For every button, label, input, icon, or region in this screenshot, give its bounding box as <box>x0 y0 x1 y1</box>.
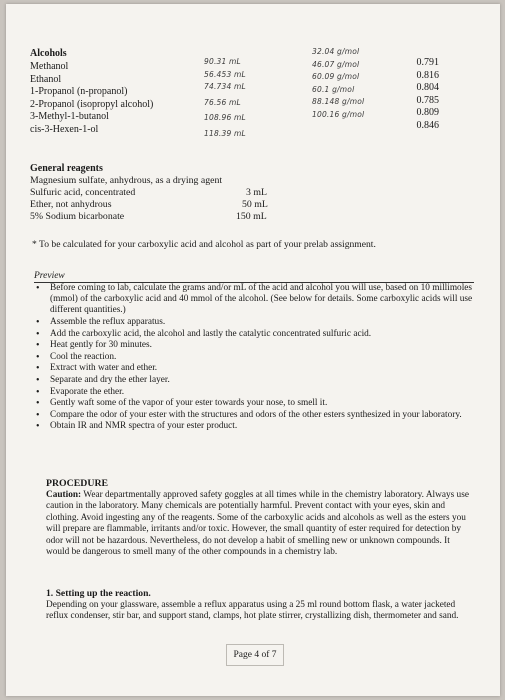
handwritten-volume: 74.734 mL <box>204 82 246 92</box>
step1-heading: 1. Setting up the reaction. <box>46 588 151 599</box>
list-item: • Separate and dry the ether layer. <box>36 374 170 386</box>
alcohol-name: Ethanol <box>30 73 62 85</box>
handwritten-molar-masses <box>312 46 364 122</box>
alcohol-density: 0.846 <box>416 119 439 131</box>
document-page <box>6 4 500 696</box>
preview-title: Preview <box>34 270 474 283</box>
reagent-name: Ether, not anhydrous <box>30 199 112 210</box>
caution-text: Wear departmentally approved safety goggles at all times while in the chemistry laboratory. Always use caution in the laboratory. Many chemicals are potentially harmful. Prevent contact with your eyes, skin and clothing. Avoid ingesting any of the reagents. Some of the carboxylic acids and alcohols as well as the esters you will prepare are flammable, irritants and/or toxic. However, the small quantity of ester required for detection by odor will not be hazardous. Nevertheless, do not develop a habit of smelling new or unknown compounds. It would be dangerous to smell many of the other compounds in a chemistry lab. <box>46 490 469 558</box>
handwritten-molar-mass: 60.1 g/mol <box>312 84 355 94</box>
list-item: • Extract with water and ether. <box>36 363 158 375</box>
alcohol-name: 2-Propanol (isopropyl alcohol) <box>30 98 154 110</box>
handwritten-volume: 56.453 mL <box>204 69 246 79</box>
handwritten-molar-mass: 88.148 g/mol <box>312 97 365 107</box>
bullet-icon: • <box>36 409 40 421</box>
list-item: • Before coming to lab, calculate the grams and/or mL of the acid and alcohol you will use, based on 10 millimoles (mmol) of the carboxylic acid and 40 mmol of the alcohol. (See below for details. Some carboxylic acids will use different quantities.) <box>36 283 473 316</box>
reagent-name: 5% Sodium bicarbonate <box>30 211 125 222</box>
alcohol-names <box>30 61 153 137</box>
bullet-icon: • <box>36 386 40 398</box>
handwritten-volume: 76.56 mL <box>204 97 241 107</box>
reagent-name: Sulfuric acid, concentrated <box>30 187 136 198</box>
reagent-amount: 150 mL <box>236 211 267 222</box>
alcohol-density: 0.791 <box>416 57 439 68</box>
list-item: • Heat gently for 30 minutes. <box>36 340 152 352</box>
caution-label: Caution: <box>46 490 82 500</box>
procedure-heading: PROCEDURE <box>46 478 109 489</box>
alcohol-name: 1-Propanol (n-propanol) <box>30 86 128 98</box>
list-item: • Cool the reaction. <box>36 351 117 363</box>
bullet-icon: • <box>36 317 40 328</box>
alcohol-density: 0.804 <box>416 82 439 94</box>
alcohol-densities <box>409 57 439 133</box>
alcohol-density: 0.816 <box>416 69 439 81</box>
caution-paragraph <box>46 490 474 558</box>
handwritten-volume: 118.39 mL <box>204 128 246 138</box>
alcohol-density: 0.809 <box>416 107 439 119</box>
bullet-icon: • <box>36 340 40 352</box>
general-reagents-heading: General reagents <box>30 163 103 174</box>
page-number: Page 4 of 7 <box>226 644 284 666</box>
handwritten-molar-mass: 46.07 g/mol <box>312 59 360 69</box>
reagent-amount: 50 mL <box>242 199 268 210</box>
reagent-amount: 3 mL <box>246 187 267 198</box>
reagent-name: Magnesium sulfate, anhydrous, as a drying agent <box>30 175 223 186</box>
bullet-icon: • <box>36 421 40 433</box>
list-item: • Compare the odor of your ester with the structures and odors of the other esters synthesized in your laboratory. <box>36 409 462 421</box>
alcohol-density: 0.785 <box>416 94 439 106</box>
alcohol-name: cis-3-Hexen-1-ol <box>30 123 99 135</box>
alcohols-heading: Alcohols <box>30 48 67 59</box>
list-item: • Obtain IR and NMR spectra of your ester product. <box>36 421 238 433</box>
bullet-icon: • <box>36 328 40 340</box>
handwritten-molar-mass: 100.16 g/mol <box>312 109 365 119</box>
handwritten-volume: 108.96 mL <box>204 113 246 123</box>
list-item: • Add the carboxylic acid, the alcohol and lastly the catalytic concentrated sulfuric acid. <box>36 328 372 340</box>
list-item: • Gently waft some of the vapor of your ester towards your nose, to smell it. <box>36 398 328 410</box>
list-item: • Assemble the reflux apparatus. <box>36 317 166 328</box>
prelab-note: * To be calculated for your carboxylic acid and alcohol as part of your prelab assignment. <box>32 239 376 250</box>
alcohol-name: 3-Methyl-1-butanol <box>30 111 109 123</box>
list-item: • Evaporate the ether. <box>36 386 125 398</box>
bullet-icon: • <box>36 374 40 386</box>
bullet-icon: • <box>36 351 40 363</box>
bullet-icon: • <box>36 363 40 375</box>
handwritten-volume: 90.31 mL <box>204 57 241 66</box>
alcohol-name: Methanol <box>30 61 69 72</box>
step1-text: Depending on your glassware, assemble a reflux apparatus using a 25 ml round bottom flask, a water jacketed reflux condenser, stir bar, and support stand, clamps, hot plate stirrer, crystallizing dish, thermometer and sand. <box>46 600 459 622</box>
handwritten-molar-mass: 32.04 g/mol <box>312 47 360 56</box>
handwritten-molar-mass: 60.09 g/mol <box>312 72 360 82</box>
bullet-icon: • <box>36 398 40 410</box>
preview-list <box>32 283 477 433</box>
handwritten-volumes <box>204 56 246 141</box>
bullet-icon: • <box>36 283 40 294</box>
